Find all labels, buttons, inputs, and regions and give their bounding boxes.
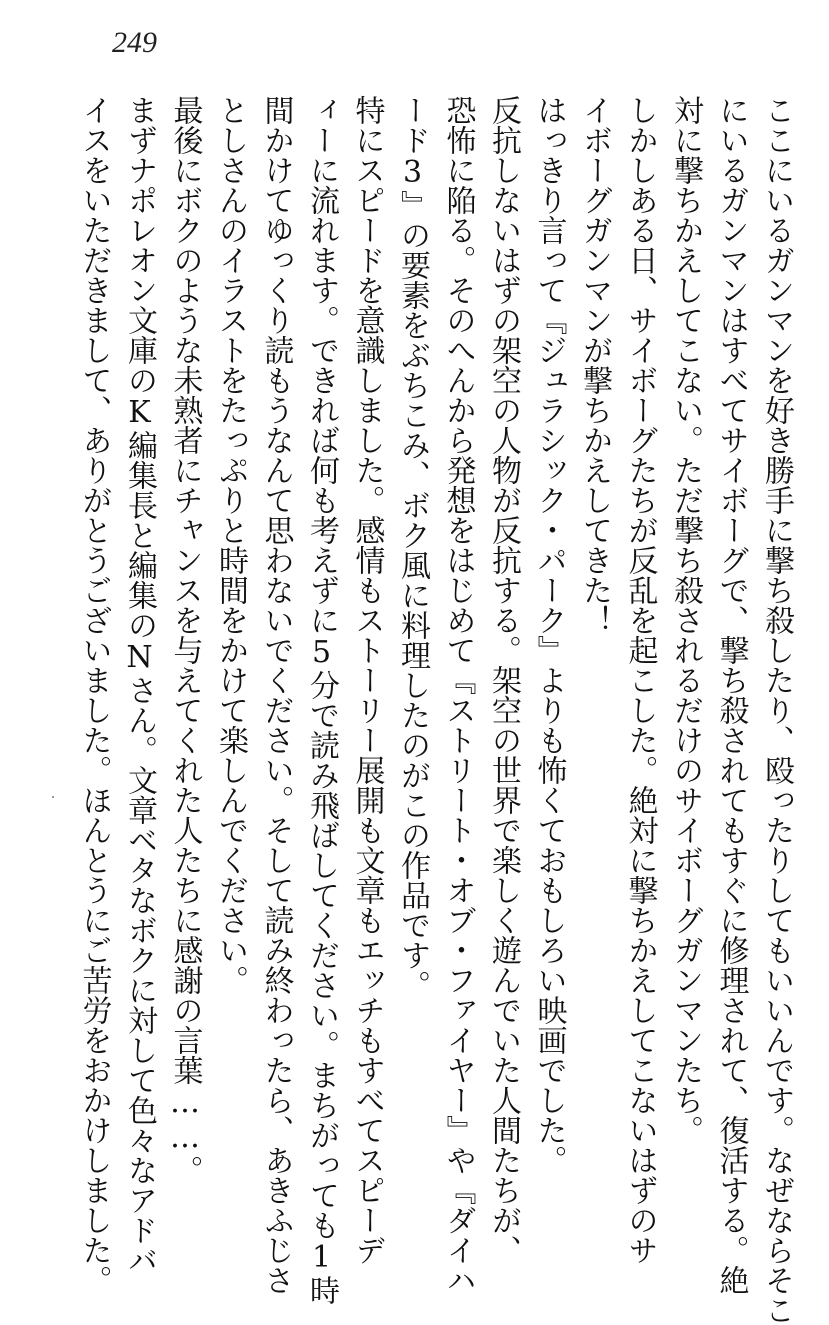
text-line: にいるガンマンはすべてサイボーグで、撃ち殺されてもすぐに修理されて、復活する。絶 [713,95,749,1295]
text-line: しかしある日、サイボーグたちが反乱を起こした。絶対に撃ちかえしてこないはずのサ [622,95,658,1265]
text-line: まずナポレオン文庫のK編集長と編集のNさん。文章ベタなボクに対して色々なアドバ [122,95,157,1275]
text-line: 特にスピードを意識しました。感情もストーリー展開も文章もエッチもすべてスピーデ [349,95,385,1265]
text-line: 反抗しないはずの架空の人物が反抗する。架空の世界で楽しく遊んでいた人間たちが、 [486,95,521,1265]
text-line: ここにいるガンマンを好き勝手に撃ち殺したり、殴ったりしてもいいんです。なぜならそこ [759,95,794,1325]
scan-speck [52,796,54,798]
text-line: イスをいただきまして、ありがとうございました。ほんとうにご苦労をおかけしました。 [76,95,112,1295]
text-line: 最後にボクのような未熟者にチャンスを与えてくれた人たちに感謝の言葉……。 [167,95,203,1185]
page-number: 249 [112,26,157,59]
text-line: 間かけてゆっくり読もうなんて思わないでください。そして読み終わったら、あきふじさ [258,95,294,1295]
text-line: はっきり言って『ジュラシック・パーク』よりも怖くておもしろい映画でした。 [531,95,567,1175]
text-line: 対に撃ちかえしてこない。ただ撃ち殺されるだけのサイボーグガンマンたち。 [668,95,703,1145]
text-line: としさんのイラストをたっぷりと時間をかけて楽しんでください。 [213,95,248,995]
text-line: イボーグガンマンが撃ちかえしてきた！ [577,95,612,635]
text-line: ード3』の要素をぶちこみ、ボク風に料理したのがこの作品です。 [395,95,430,1000]
text-line: ィーに流れます。できれば何も考えずに5分で読み飛ばしてください。まちがっても1時 [304,95,339,1305]
afterword-text [71,95,799,1325]
text-line: 恐怖に陥る。そのへんから発想をはじめて『ストリート・オブ・ファイヤー』や『ダイハ [440,95,476,1295]
